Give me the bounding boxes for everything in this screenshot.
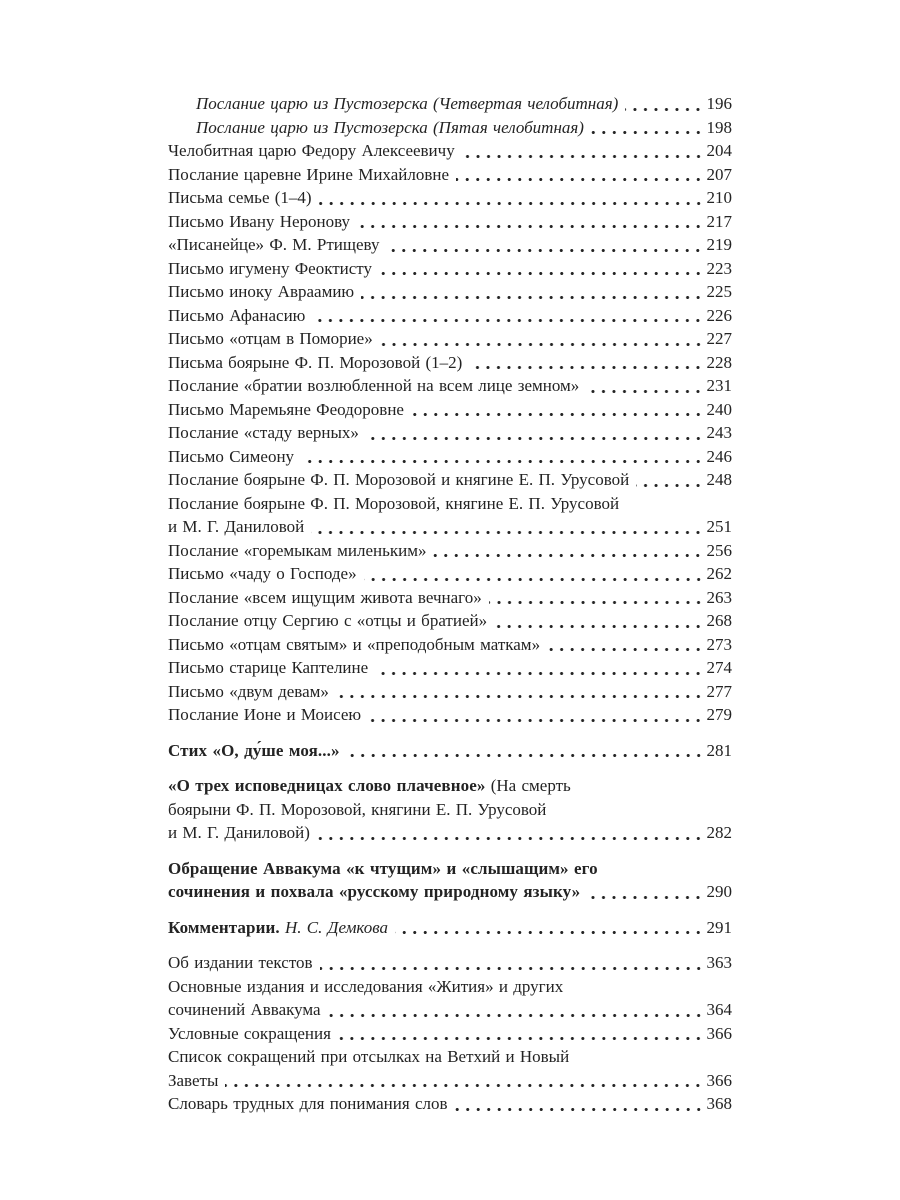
toc-entry-title <box>168 998 321 1022</box>
dot-leader <box>319 201 704 206</box>
dot-leader <box>395 930 704 935</box>
page-number: 291 <box>706 917 732 937</box>
page-number: 279 <box>706 705 732 724</box>
toc-title-segment: Письма семье (1–4) <box>168 188 312 207</box>
toc-line <box>168 257 732 281</box>
dot-leader <box>380 342 704 347</box>
toc-line <box>168 916 732 940</box>
page-number: 196 <box>706 94 732 113</box>
toc-entry-title <box>168 656 368 680</box>
toc-entry <box>168 116 732 140</box>
toc-title-segment: Послание Ионе и Моисею <box>168 705 362 724</box>
toc-entry <box>168 975 732 1022</box>
toc-title-segment: Письмо «отцам в Поморие» <box>168 329 373 348</box>
toc-entry <box>168 280 732 304</box>
page-number: 363 <box>706 953 732 972</box>
toc-entry-title <box>168 1092 448 1116</box>
toc-title-segment: «Писанейце» Ф. М. Ртищеву <box>168 235 380 254</box>
toc-line <box>168 1069 732 1093</box>
toc-entry-title <box>168 421 359 445</box>
toc-line <box>168 139 732 163</box>
toc-title-segment: Послание боярыне Ф. П. Морозовой, княгине Е. П. Урусовой <box>168 493 620 513</box>
toc-entry-title <box>168 916 388 940</box>
dot-leader <box>433 553 703 558</box>
dot-leader <box>364 577 704 582</box>
toc-line <box>168 975 732 999</box>
toc-entry <box>168 609 732 633</box>
toc-entry-title <box>168 257 372 281</box>
toc-entry <box>168 586 732 610</box>
toc-title-segment: боярыни Ф. П. Морозовой, княгини Е. П. Урусовой <box>168 799 547 819</box>
toc-entry <box>168 210 732 234</box>
page-number: 366 <box>706 1070 732 1090</box>
page-number: 262 <box>706 564 732 583</box>
page-number: 366 <box>706 1023 732 1043</box>
page-number: 263 <box>706 587 732 607</box>
toc-line <box>168 233 732 257</box>
toc-entry <box>168 1092 732 1116</box>
page-number: 277 <box>706 681 732 701</box>
toc-line <box>168 774 732 798</box>
page-number: 246 <box>706 446 732 466</box>
dot-leader <box>386 248 703 253</box>
toc-entry-title <box>168 398 404 422</box>
toc-title-segment: Письмо «отцам святым» и «преподобным маткам» <box>168 634 541 654</box>
toc-entry-title <box>168 1047 569 1066</box>
toc-line <box>168 492 732 516</box>
toc-title-segment: Письмо Афанасию <box>168 305 306 325</box>
toc-title-segment: Н. С. Демкова <box>279 917 388 937</box>
page-number: 251 <box>706 517 732 536</box>
toc-line <box>168 880 732 904</box>
dot-leader <box>361 295 703 300</box>
toc-entry-title <box>168 539 426 563</box>
dot-leader <box>462 154 704 159</box>
toc-title-segment: Письмо «двум девам» <box>168 681 329 701</box>
toc-entry <box>168 774 732 845</box>
toc-title-segment: и М. Г. Даниловой) <box>168 823 310 842</box>
dot-leader <box>456 177 704 182</box>
toc-title-segment: Письма боярыне Ф. П. Морозовой (1–2) <box>168 352 463 372</box>
toc-line <box>168 374 732 398</box>
toc-entry <box>168 680 732 704</box>
toc-title-segment: Письмо старице Каптелине <box>168 658 369 677</box>
page-number: 256 <box>706 540 732 560</box>
toc-line <box>168 857 732 881</box>
page-number: 227 <box>706 329 732 348</box>
toc-title-segment: Письмо игумену Феоктисту <box>168 258 373 278</box>
toc-entry-title <box>168 880 580 904</box>
toc-entry-title <box>168 1069 218 1093</box>
page-number: 217 <box>706 211 732 231</box>
toc-title-segment: Список сокращений при отсылках на Ветхий и Новый <box>168 1047 570 1066</box>
toc-title-segment: сочинения и похвала «русскому природному языку» <box>168 882 581 901</box>
dot-leader <box>625 107 703 112</box>
toc-entry-title <box>168 703 361 727</box>
page-number: 273 <box>706 634 732 654</box>
toc-entry-title <box>168 562 357 586</box>
toc-line <box>168 163 732 187</box>
toc-entry-title <box>168 800 546 819</box>
dot-leader <box>317 836 704 841</box>
toc-entry <box>168 1045 732 1092</box>
toc-entry <box>168 445 732 469</box>
dot-leader <box>469 365 703 370</box>
toc-line <box>168 1045 732 1069</box>
toc-line <box>168 609 732 633</box>
toc-title-segment: (На смерть <box>485 776 571 795</box>
toc-entry-title <box>168 494 619 513</box>
page-number: 290 <box>706 882 732 901</box>
toc-title-segment: Послание царевне Ирине Михайловне <box>168 164 449 184</box>
toc-line <box>168 445 732 469</box>
toc-title-segment: Комментарии. <box>168 917 280 937</box>
toc-entry <box>168 186 732 210</box>
page-number: 204 <box>706 141 732 160</box>
toc-entry-title <box>168 186 312 210</box>
page-number: 198 <box>706 117 732 137</box>
toc-title-segment: Условные сокращения <box>168 1023 331 1043</box>
toc-entry-title <box>168 680 329 704</box>
page-number: 240 <box>706 399 732 419</box>
toc-line <box>168 562 732 586</box>
toc-entry-title <box>168 977 563 996</box>
toc-title-segment: Послание «братии возлюбленной на всем лице земном» <box>168 376 580 395</box>
dot-leader <box>301 459 703 464</box>
toc-line <box>168 1092 732 1116</box>
toc-line <box>168 421 732 445</box>
toc-line <box>168 1022 732 1046</box>
toc-title-segment: Послание царю из Пустозерска (Пятая челобитная) <box>196 117 584 137</box>
toc-entry <box>168 562 732 586</box>
toc-line <box>168 739 732 763</box>
toc-entry <box>168 739 732 763</box>
dot-leader <box>455 1107 704 1112</box>
toc-title-segment: сочинений Аввакума <box>168 1000 321 1019</box>
page-number: 364 <box>706 1000 732 1019</box>
toc-title-segment: Словарь трудных для понимания слов <box>168 1094 448 1113</box>
toc-entry <box>168 656 732 680</box>
toc-line <box>168 633 732 657</box>
page-number: 226 <box>706 305 732 325</box>
toc-entry-title <box>168 1022 331 1046</box>
toc-entry <box>168 633 732 657</box>
toc-entry-title <box>168 210 350 234</box>
dot-leader <box>489 600 704 605</box>
toc-entry <box>168 351 732 375</box>
toc-entry <box>168 304 732 328</box>
toc-title-segment: Стих «О, ду́ше моя...» <box>168 740 340 760</box>
toc-title-segment: Письмо «чаду о Господе» <box>168 564 357 583</box>
dot-leader <box>347 753 704 758</box>
dot-leader <box>547 647 703 652</box>
page-number: 231 <box>706 376 732 395</box>
toc-title-segment: Послание «всем ищущим живота вечнаго» <box>168 587 482 607</box>
toc-entry-title <box>168 304 305 328</box>
toc-line <box>168 680 732 704</box>
page-number: 274 <box>706 658 732 677</box>
toc-line <box>168 210 732 234</box>
toc-title-segment: Об издании текстов <box>168 953 313 972</box>
toc-entry <box>168 139 732 163</box>
toc-title-segment: Послание царю из Пустозерска (Четвертая челобитная) <box>196 94 619 113</box>
dot-leader <box>586 389 703 394</box>
toc-line <box>168 398 732 422</box>
toc-line <box>168 951 732 975</box>
toc-line <box>168 304 732 328</box>
toc-title-segment: Письмо Маремьяне Феодоровне <box>168 399 404 419</box>
toc-entry-title <box>168 327 373 351</box>
toc-line <box>168 351 732 375</box>
toc-title-segment: Послание отцу Сергию с «отцы и братией» <box>168 611 488 630</box>
toc-title-segment: и М. Г. Даниловой <box>168 517 305 536</box>
toc-entry-title <box>168 951 313 975</box>
page-number: 219 <box>706 235 732 254</box>
toc-line <box>196 116 732 140</box>
toc-entry-title <box>168 445 294 469</box>
dot-leader <box>636 483 703 488</box>
toc-line <box>168 821 732 845</box>
toc-entry-title <box>168 468 629 492</box>
page-number: 210 <box>706 188 732 207</box>
toc-list <box>168 92 732 1116</box>
toc-entry <box>168 703 732 727</box>
dot-leader <box>368 718 703 723</box>
toc-line <box>168 586 732 610</box>
toc-entry-title <box>168 586 482 610</box>
toc-line <box>168 798 732 822</box>
page-number: 207 <box>706 164 732 184</box>
page-number: 368 <box>706 1094 732 1113</box>
toc-line <box>196 92 732 116</box>
toc-entry <box>168 92 732 116</box>
toc-entry-title <box>168 163 449 187</box>
toc-line <box>168 327 732 351</box>
toc-entry <box>168 163 732 187</box>
toc-entry-title <box>168 280 354 304</box>
dot-leader <box>375 671 703 676</box>
dot-leader <box>328 1013 704 1018</box>
dot-leader <box>379 271 703 276</box>
page-number: 243 <box>706 423 732 442</box>
dot-leader <box>366 436 704 441</box>
toc-entry-title <box>168 374 579 398</box>
page-number: 281 <box>706 740 732 760</box>
toc-title-segment: Послание «горемыкам миленьким» <box>168 540 427 560</box>
toc-entry <box>168 398 732 422</box>
dot-leader <box>591 130 704 135</box>
toc-line <box>168 468 732 492</box>
dot-leader <box>312 318 703 323</box>
toc-entry-title <box>168 609 487 633</box>
toc-title-segment: «О трех исповедницах слово плачевное» <box>168 776 486 795</box>
toc-entry <box>168 951 732 975</box>
toc-entry-title <box>168 515 304 539</box>
toc-line <box>168 280 732 304</box>
toc-entry <box>168 327 732 351</box>
dot-leader <box>411 412 704 417</box>
toc-entry-title <box>168 739 340 763</box>
dot-leader <box>320 966 704 971</box>
toc-title-segment: Письмо Ивану Неронову <box>168 211 351 231</box>
toc-line <box>168 186 732 210</box>
toc-title-segment: Послание боярыне Ф. П. Морозовой и княгине Е. П. Урусовой <box>168 470 630 489</box>
toc-title-segment: Письмо Симеону <box>168 446 295 466</box>
toc-title-segment: Письмо иноку Авраамию <box>168 282 355 301</box>
page-number: 248 <box>706 470 732 489</box>
toc-entry-title <box>168 821 310 845</box>
page-number: 228 <box>706 352 732 372</box>
toc-title-segment: Заветы <box>168 1070 219 1090</box>
toc-entry <box>168 1022 732 1046</box>
toc-entry <box>168 492 732 539</box>
toc-line <box>168 998 732 1022</box>
toc-entry-title <box>168 633 540 657</box>
toc-entry-title <box>168 859 598 878</box>
dot-leader <box>357 224 703 229</box>
toc-title-segment: Основные издания и исследования «Жития» и других <box>168 976 564 996</box>
toc-entry <box>168 233 732 257</box>
toc-entry <box>168 916 732 940</box>
toc-line <box>168 656 732 680</box>
toc-entry <box>168 374 732 398</box>
dot-leader <box>494 624 703 629</box>
toc-entry-title <box>168 351 462 375</box>
toc-title-segment: Обращение Аввакума «к чтущим» и «слышащим» его <box>168 858 598 878</box>
toc-line <box>168 703 732 727</box>
toc-entry <box>168 421 732 445</box>
toc-entry <box>168 857 732 904</box>
toc-entry <box>168 539 732 563</box>
dot-leader <box>587 895 703 900</box>
toc-entry-title <box>196 116 584 140</box>
toc-title-segment: Челобитная царю Федору Алексеевичу <box>168 141 455 160</box>
toc-entry-title <box>168 233 379 257</box>
page-number: 282 <box>706 823 732 842</box>
dot-leader <box>225 1083 703 1088</box>
dot-leader <box>338 1036 704 1041</box>
toc-entry-title <box>168 139 455 163</box>
page-number: 223 <box>706 258 732 278</box>
toc-entry <box>168 468 732 492</box>
page-number: 225 <box>706 282 732 301</box>
page-number: 268 <box>706 611 732 630</box>
toc-entry-title <box>168 776 571 795</box>
dot-leader <box>311 530 703 535</box>
toc-title-segment: Послание «стаду верных» <box>168 423 359 442</box>
toc-entry <box>168 257 732 281</box>
toc-entry-title <box>196 92 618 116</box>
toc-line <box>168 539 732 563</box>
toc-line <box>168 515 732 539</box>
dot-leader <box>336 694 704 699</box>
